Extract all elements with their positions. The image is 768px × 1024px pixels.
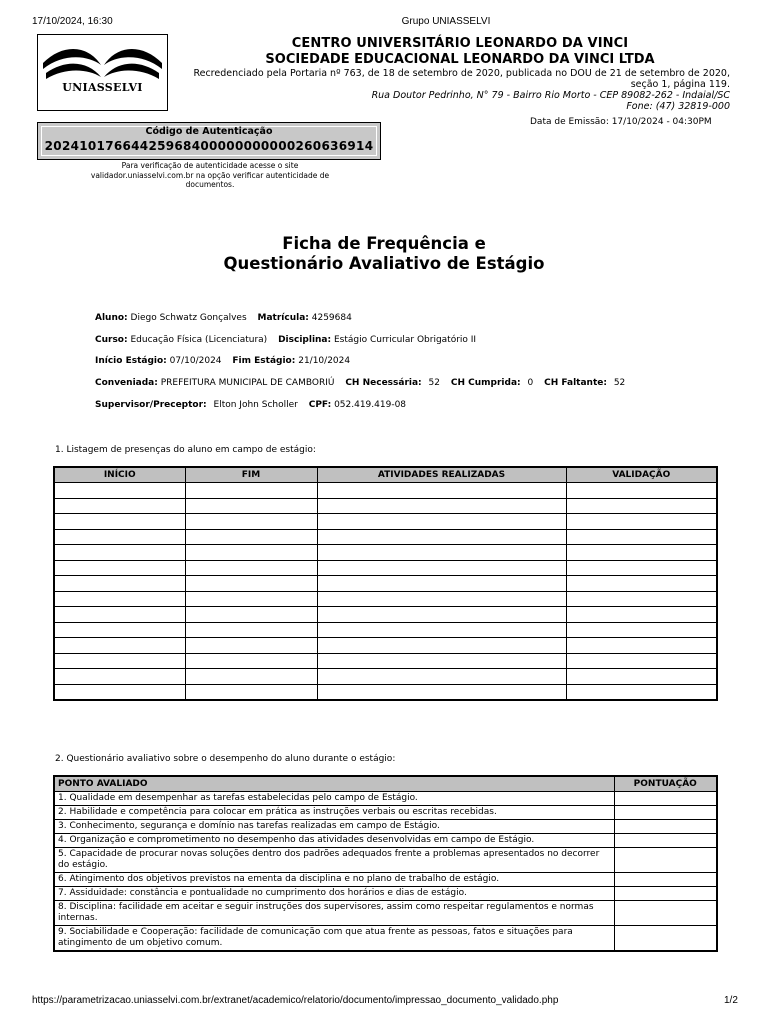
student-row-1 <box>95 313 352 323</box>
score-cell[interactable] <box>614 926 717 952</box>
criterion-text: 2. Habilidade e competência para colocar em prática as instruções verbais ou escritas recebidas. <box>54 806 614 820</box>
attendance-cell[interactable] <box>54 638 185 654</box>
attendance-cell[interactable] <box>185 560 317 576</box>
fim-value: 21/10/2024 <box>298 356 351 366</box>
table-row <box>54 901 717 926</box>
auth-code: 20241017664425968400000000000260636914 <box>44 139 374 153</box>
attendance-cell[interactable] <box>317 545 566 561</box>
score-cell[interactable] <box>614 901 717 926</box>
cpf-label: CPF: <box>308 400 332 410</box>
attendance-cell[interactable] <box>54 591 185 607</box>
attendance-cell[interactable] <box>185 622 317 638</box>
table-row <box>54 792 717 806</box>
criterion-text: 1. Qualidade em desempenhar as tarefas estabelecidas pelo campo de Estágio. <box>54 792 614 806</box>
attendance-cell[interactable] <box>566 560 717 576</box>
attendance-cell[interactable] <box>566 498 717 514</box>
table-row <box>54 834 717 848</box>
attendance-row <box>54 545 717 561</box>
attendance-table <box>53 466 718 701</box>
criterion-text: 7. Assiduidade: constância e pontualidade no cumprimento dos horários e dias de estágio. <box>54 887 614 901</box>
col-inicio: INÍCIO <box>54 467 185 483</box>
attendance-row <box>54 591 717 607</box>
print-datetime: 17/10/2024, 16:30 <box>32 16 113 27</box>
attendance-cell[interactable] <box>317 514 566 530</box>
criterion-text: 9. Sociabilidade e Cooperação: facilidade de comunicação com que atua frente as pessoas, fatos e situações para atingimento de um objetivo comum. <box>54 926 614 952</box>
ch-necessaria-label: CH Necessária: <box>345 378 422 388</box>
attendance-cell[interactable] <box>185 638 317 654</box>
attendance-cell[interactable] <box>317 607 566 623</box>
cpf-value: 052.419.419-08 <box>334 400 407 410</box>
attendance-cell[interactable] <box>54 560 185 576</box>
attendance-cell[interactable] <box>317 483 566 499</box>
score-cell[interactable] <box>614 848 717 873</box>
ch-necessaria-value: 52 <box>428 378 440 388</box>
attendance-cell[interactable] <box>317 684 566 700</box>
attendance-cell[interactable] <box>54 498 185 514</box>
attendance-cell[interactable] <box>185 576 317 592</box>
attendance-row <box>54 560 717 576</box>
attendance-cell[interactable] <box>54 622 185 638</box>
verification-note <box>60 161 360 190</box>
attendance-cell[interactable] <box>566 653 717 669</box>
attendance-cell[interactable] <box>566 684 717 700</box>
student-row-4 <box>95 378 625 388</box>
section-1-heading: 1. Listagem de presenças do aluno em campo de estágio: <box>55 445 316 455</box>
logo-text: UNIASSELVI <box>62 81 143 94</box>
attendance-cell[interactable] <box>185 483 317 499</box>
table-row <box>54 926 717 952</box>
attendance-cell[interactable] <box>54 545 185 561</box>
attendance-row <box>54 483 717 499</box>
aluno-value: Diego Schwatz Gonçalves <box>130 313 247 323</box>
footer-url[interactable]: https://parametrizacao.uniasselvi.com.br/extranet/academico/relatorio/documento/impressao_documento_validado.php <box>32 995 559 1006</box>
attendance-row <box>54 498 717 514</box>
attendance-cell[interactable] <box>54 529 185 545</box>
attendance-cell[interactable] <box>566 607 717 623</box>
print-title: Grupo UNIASSELVI <box>401 16 491 27</box>
criterion-text: 3. Conhecimento, segurança e domínio nas tarefas realizadas em campo de Estágio. <box>54 820 614 834</box>
curso-value: Educação Física (Licenciatura) <box>130 335 268 345</box>
attendance-cell[interactable] <box>566 622 717 638</box>
score-cell[interactable] <box>614 806 717 820</box>
ch-cumprida-value: 0 <box>527 378 534 388</box>
score-cell[interactable] <box>614 887 717 901</box>
attendance-row <box>54 576 717 592</box>
table-row <box>54 820 717 834</box>
attendance-cell[interactable] <box>185 529 317 545</box>
fim-label: Fim Estágio: <box>232 356 296 366</box>
page-title: Ficha de Frequência e <box>282 234 486 253</box>
attendance-cell[interactable] <box>566 529 717 545</box>
attendance-cell[interactable] <box>566 514 717 530</box>
attendance-cell[interactable] <box>185 514 317 530</box>
attendance-cell[interactable] <box>185 498 317 514</box>
col-atividades: ATIVIDADES REALIZADAS <box>317 467 566 483</box>
conveniada-value: PREFEITURA MUNICIPAL DE CAMBORIÚ <box>160 378 335 388</box>
attendance-cell[interactable] <box>185 669 317 685</box>
aluno-label: Aluno: <box>95 313 128 323</box>
attendance-cell[interactable] <box>566 591 717 607</box>
disciplina-label: Disciplina: <box>278 335 332 345</box>
attendance-cell[interactable] <box>185 545 317 561</box>
verify-line-1: Para verificação de autenticidade acesse o site <box>121 161 299 170</box>
col-pontuacao: PONTUAÇÃO <box>614 776 717 792</box>
attendance-cell[interactable] <box>317 498 566 514</box>
auth-label: Código de Autenticação <box>145 126 273 137</box>
criterion-text: 8. Disciplina: facilidade em aceitar e seguir instruções dos supervisores, assim como respeitar regulamentos e normas internas. <box>54 901 614 926</box>
attendance-row <box>54 529 717 545</box>
emission-date: Data de Emissão: 17/10/2024 - 04:30PM <box>530 117 712 127</box>
matricula-label: Matrícula: <box>257 313 309 323</box>
authentication-box <box>37 122 381 160</box>
score-cell[interactable] <box>614 792 717 806</box>
matricula-value: 4259684 <box>311 313 352 323</box>
attendance-cell[interactable] <box>54 576 185 592</box>
attendance-cell[interactable] <box>54 514 185 530</box>
institution-name: CENTRO UNIVERSITÁRIO LEONARDO DA VINCI <box>291 36 629 51</box>
attendance-cell[interactable] <box>566 669 717 685</box>
col-validacao: VALIDAÇÃO <box>566 467 717 483</box>
evaluation-header-row <box>54 776 717 792</box>
inicio-label: Início Estágio: <box>95 356 167 366</box>
col-fim: FIM <box>185 467 317 483</box>
score-cell[interactable] <box>614 873 717 887</box>
attendance-cell[interactable] <box>317 669 566 685</box>
institution-phone: Fone: (47) 32819-000 <box>626 101 730 112</box>
attendance-cell[interactable] <box>54 669 185 685</box>
attendance-row <box>54 669 717 685</box>
table-row <box>54 873 717 887</box>
attendance-cell[interactable] <box>317 560 566 576</box>
table-row <box>54 848 717 873</box>
attendance-cell[interactable] <box>566 576 717 592</box>
student-row-3 <box>95 356 350 366</box>
attendance-cell[interactable] <box>317 653 566 669</box>
criterion-text: 6. Atingimento dos objetivos previstos na ementa da disciplina e no plano de trabalho de estágio. <box>54 873 614 887</box>
attendance-cell[interactable] <box>54 684 185 700</box>
attendance-cell[interactable] <box>566 638 717 654</box>
attendance-row <box>54 607 717 623</box>
attendance-cell[interactable] <box>185 653 317 669</box>
score-cell[interactable] <box>614 834 717 848</box>
ch-cumprida-label: CH Cumprida: <box>450 378 521 388</box>
attendance-row <box>54 653 717 669</box>
disciplina-value: Estágio Curricular Obrigatório II <box>333 335 477 345</box>
page-subtitle: Questionário Avaliativo de Estágio <box>223 254 545 273</box>
attendance-cell[interactable] <box>566 483 717 499</box>
attendance-cell[interactable] <box>54 653 185 669</box>
attendance-row <box>54 638 717 654</box>
institution-accreditation-2: seção 1, página 119. <box>630 79 730 90</box>
table-row <box>54 806 717 820</box>
attendance-row <box>54 514 717 530</box>
score-cell[interactable] <box>614 820 717 834</box>
col-ponto-avaliado: PONTO AVALIADO <box>54 776 614 792</box>
attendance-cell[interactable] <box>566 545 717 561</box>
institution-accreditation: Recredenciado pela Portaria nº 763, de 18 de setembro de 2020, publicada no DOU de 21 de setembro de 2020, <box>193 68 730 79</box>
ch-faltante-label: CH Faltante: <box>544 378 607 388</box>
inicio-value: 07/10/2024 <box>169 356 222 366</box>
attendance-cell[interactable] <box>185 591 317 607</box>
curso-label: Curso: <box>95 335 128 345</box>
attendance-cell[interactable] <box>317 591 566 607</box>
attendance-cell[interactable] <box>185 607 317 623</box>
ch-faltante-value: 52 <box>613 378 626 388</box>
conveniada-label: Conveniada: <box>95 378 158 388</box>
verify-line-2: validador.uniasselvi.com.br na opção verificar autenticidade de <box>90 170 330 180</box>
section-2-heading: 2. Questionário avaliativo sobre o desempenho do aluno durante o estágio: <box>55 754 396 764</box>
supervisor-label: Supervisor/Preceptor: <box>95 400 207 410</box>
attendance-cell[interactable] <box>317 638 566 654</box>
table-row <box>54 887 717 901</box>
student-row-2 <box>95 335 476 345</box>
attendance-cell[interactable] <box>54 483 185 499</box>
attendance-cell[interactable] <box>317 529 566 545</box>
attendance-cell[interactable] <box>317 622 566 638</box>
supervisor-value: Elton John Scholler <box>213 400 298 410</box>
page-number: 1/2 <box>724 995 738 1006</box>
attendance-cell[interactable] <box>185 684 317 700</box>
attendance-header-row <box>54 467 717 483</box>
attendance-row <box>54 622 717 638</box>
institution-address: Rua Doutor Pedrinho, N° 79 - Bairro Rio Morto - CEP 89082-262 - Indaial/SC <box>371 90 730 101</box>
student-row-5 <box>95 400 406 410</box>
criterion-text: 5. Capacidade de procurar novas soluções dentro dos padrões adequados frente a problemas apresentados no decorrer do estágio. <box>54 848 614 873</box>
attendance-cell[interactable] <box>54 607 185 623</box>
evaluation-table <box>53 775 718 952</box>
verify-line-3: documentos. <box>185 180 235 189</box>
criterion-text: 4. Organização e comprometimento no desempenho das atividades desenvolvidas em campo de Estágio. <box>54 834 614 848</box>
attendance-cell[interactable] <box>317 576 566 592</box>
institution-company: SOCIEDADE EDUCACIONAL LEONARDO DA VINCI LTDA <box>265 52 655 67</box>
attendance-row <box>54 684 717 700</box>
